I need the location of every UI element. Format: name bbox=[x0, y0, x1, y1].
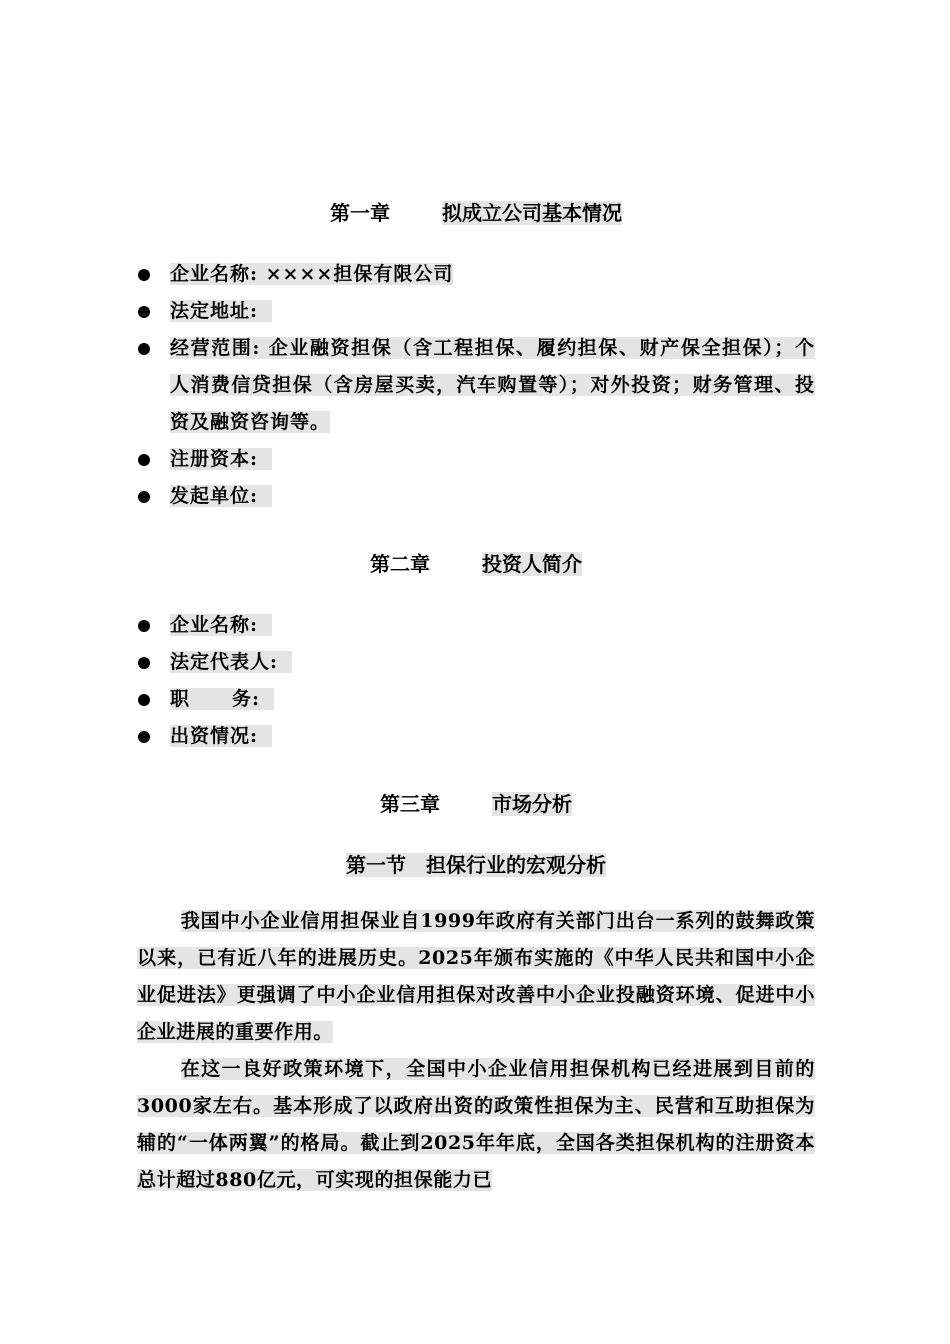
item-label: 法定地址: bbox=[170, 300, 259, 322]
bullet-icon bbox=[138, 620, 150, 632]
document-page bbox=[137, 195, 815, 1199]
chapter-2-number: 第二章 bbox=[370, 552, 430, 576]
list-item-company-name bbox=[137, 256, 815, 293]
bullet-icon bbox=[138, 694, 150, 706]
list-item-position bbox=[137, 681, 815, 718]
chapter-3-heading bbox=[137, 786, 815, 822]
list-item-business-scope bbox=[137, 330, 815, 441]
item-label: 注册资本: bbox=[170, 448, 259, 470]
item-label: 发起单位: bbox=[170, 485, 259, 507]
chapter-3-title: 市场分析 bbox=[492, 792, 572, 816]
list-item-capital-contribution bbox=[137, 718, 815, 755]
section-1-heading bbox=[137, 847, 815, 883]
item-label: 出资情况: bbox=[170, 725, 259, 747]
item-label-a: 职 bbox=[170, 688, 191, 710]
list-item-legal-representative bbox=[137, 644, 815, 681]
list-item-sponsor bbox=[137, 478, 815, 515]
chapter-2-list bbox=[137, 607, 815, 755]
section-1-title: 第一节 担保行业的宏观分析 bbox=[346, 853, 606, 877]
bullet-icon bbox=[138, 731, 150, 743]
bullet-icon bbox=[138, 269, 150, 281]
list-item-registered-capital bbox=[137, 441, 815, 478]
chapter-2-title: 投资人简介 bbox=[482, 552, 582, 576]
item-label: 经营范围: bbox=[170, 337, 261, 359]
item-label-b: 务: bbox=[232, 688, 261, 710]
bullet-icon bbox=[138, 306, 150, 318]
item-value: ××××担保有限公司 bbox=[265, 263, 454, 285]
paragraph-2-text: 在这一良好政策环境下，全国中小企业信用担保机构已经进展到目前的3000家左右。基本形成了以政府出资的政策性担保为主、民营和互助担保为辅的“一体两翼”的格局。截止到2025年年底，全国各类担保机构的注册资本总计超过880亿元，可实现的担保能力已 bbox=[137, 1058, 815, 1191]
item-value: 企业融资担保（含工程担保、履约担保、财产保全担保）；个人消费信贷担保（含房屋买卖，汽车购置等）；对外投资；财务管理、投资及融资咨询等。 bbox=[170, 337, 815, 433]
bullet-icon bbox=[138, 491, 150, 503]
paragraph-1-text: 我国中小企业信用担保业自1999年政府有关部门出台一系列的鼓舞政策以来，已有近八年的进展历史。2025年颁布实施的《中华人民共和国中小企业促进法》更强调了中小企业信用担保对改善中小企业投融资环境、促进中小企业进展的重要作用。 bbox=[137, 910, 815, 1043]
chapter-2-heading bbox=[137, 546, 815, 582]
chapter-1-heading bbox=[137, 195, 815, 231]
item-label: 企业名称: bbox=[170, 263, 259, 285]
paragraph-1 bbox=[137, 903, 815, 1051]
chapter-1-title: 拟成立公司基本情况 bbox=[442, 201, 622, 225]
bullet-icon bbox=[138, 343, 150, 355]
list-item-legal-address bbox=[137, 293, 815, 330]
bullet-icon bbox=[138, 454, 150, 466]
chapter-1-number: 第一章 bbox=[330, 201, 390, 225]
list-item-investor-name bbox=[137, 607, 815, 644]
chapter-1-list bbox=[137, 256, 815, 515]
chapter-3-number: 第三章 bbox=[380, 792, 440, 816]
item-label: 法定代表人: bbox=[170, 651, 279, 673]
paragraph-2 bbox=[137, 1051, 815, 1199]
bullet-icon bbox=[138, 657, 150, 669]
item-label: 企业名称: bbox=[170, 614, 259, 636]
